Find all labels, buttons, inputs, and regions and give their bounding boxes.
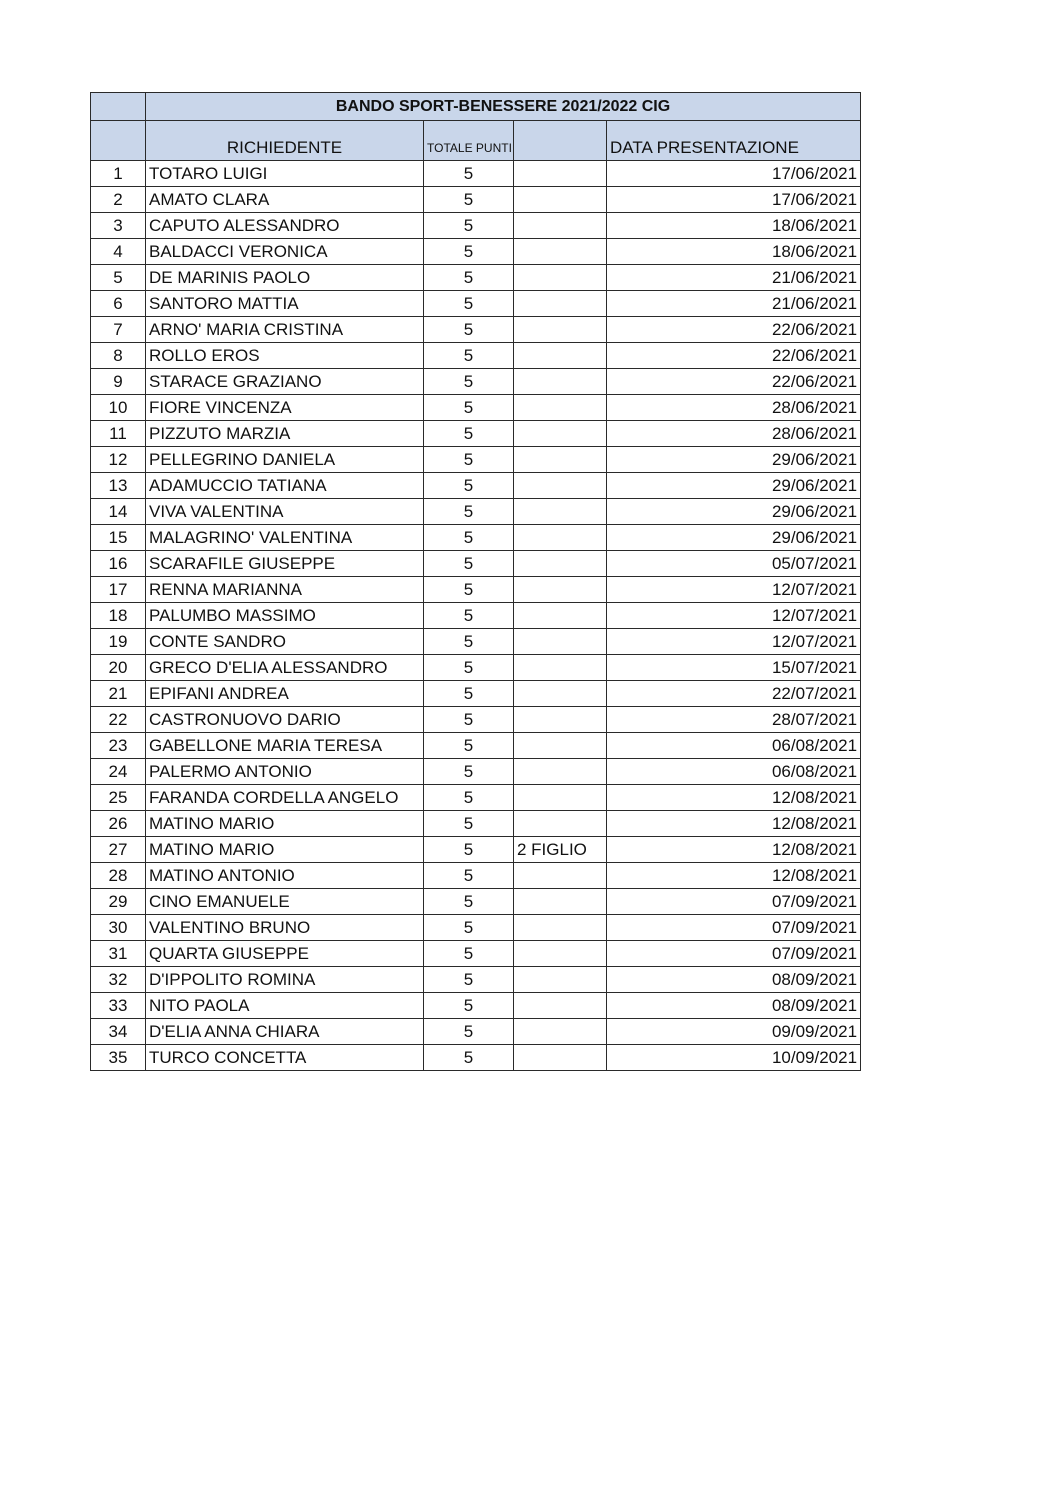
note-cell	[514, 915, 607, 941]
submission-date: 18/06/2021	[607, 213, 861, 239]
submission-date: 07/09/2021	[607, 915, 861, 941]
submission-date: 07/09/2021	[607, 889, 861, 915]
note-cell	[514, 447, 607, 473]
row-number: 31	[91, 941, 146, 967]
submission-date: 29/06/2021	[607, 473, 861, 499]
submission-date: 18/06/2021	[607, 239, 861, 265]
applicant-name: BALDACCI VERONICA	[146, 239, 424, 265]
total-points: 5	[424, 655, 514, 681]
note-cell: 2 FIGLIO	[514, 837, 607, 863]
total-points: 5	[424, 993, 514, 1019]
table-row	[91, 473, 861, 499]
table-row	[91, 187, 861, 213]
table-row	[91, 759, 861, 785]
submission-date: 22/06/2021	[607, 317, 861, 343]
corner-cell	[91, 93, 146, 121]
total-points: 5	[424, 733, 514, 759]
row-number: 21	[91, 681, 146, 707]
applicant-name: MATINO MARIO	[146, 837, 424, 863]
applicant-name: D'IPPOLITO ROMINA	[146, 967, 424, 993]
table-row	[91, 811, 861, 837]
applicant-name: NITO PAOLA	[146, 993, 424, 1019]
total-points: 5	[424, 395, 514, 421]
submission-date: 21/06/2021	[607, 291, 861, 317]
submission-date: 22/06/2021	[607, 369, 861, 395]
table-row	[91, 421, 861, 447]
total-points: 5	[424, 291, 514, 317]
row-number: 33	[91, 993, 146, 1019]
applicant-name: SCARAFILE GIUSEPPE	[146, 551, 424, 577]
row-number: 6	[91, 291, 146, 317]
table-row	[91, 837, 861, 863]
table-row	[91, 291, 861, 317]
total-points: 5	[424, 811, 514, 837]
submission-date: 12/08/2021	[607, 863, 861, 889]
submission-date: 28/06/2021	[607, 395, 861, 421]
applicant-name: ARNO' MARIA CRISTINA	[146, 317, 424, 343]
total-points: 5	[424, 915, 514, 941]
applicant-name: TOTARO LUIGI	[146, 161, 424, 187]
submission-date: 28/06/2021	[607, 421, 861, 447]
table-row	[91, 499, 861, 525]
note-cell	[514, 629, 607, 655]
table-row	[91, 577, 861, 603]
table-row	[91, 941, 861, 967]
submission-date: 10/09/2021	[607, 1045, 861, 1071]
table-row	[91, 239, 861, 265]
table-row	[91, 863, 861, 889]
total-points: 5	[424, 681, 514, 707]
header-richiedente: RICHIEDENTE	[146, 121, 424, 161]
row-number: 18	[91, 603, 146, 629]
submission-date: 12/07/2021	[607, 577, 861, 603]
applicant-name: GABELLONE MARIA TERESA	[146, 733, 424, 759]
total-points: 5	[424, 525, 514, 551]
applicant-name: AMATO CLARA	[146, 187, 424, 213]
total-points: 5	[424, 343, 514, 369]
table-row	[91, 629, 861, 655]
applicant-name: RENNA MARIANNA	[146, 577, 424, 603]
applicant-name: CAPUTO ALESSANDRO	[146, 213, 424, 239]
note-cell	[514, 239, 607, 265]
table-row	[91, 369, 861, 395]
applicant-name: PALUMBO MASSIMO	[146, 603, 424, 629]
row-number: 34	[91, 1019, 146, 1045]
total-points: 5	[424, 707, 514, 733]
note-cell	[514, 499, 607, 525]
row-number: 5	[91, 265, 146, 291]
note-cell	[514, 863, 607, 889]
note-cell	[514, 161, 607, 187]
total-points: 5	[424, 369, 514, 395]
submission-date: 22/06/2021	[607, 343, 861, 369]
row-number: 2	[91, 187, 146, 213]
applicant-name: PALERMO ANTONIO	[146, 759, 424, 785]
total-points: 5	[424, 187, 514, 213]
submission-date: 12/08/2021	[607, 811, 861, 837]
table-title: BANDO SPORT-BENESSERE 2021/2022 CIG	[146, 93, 861, 121]
header-data-presentazione: DATA PRESENTAZIONE	[607, 121, 861, 161]
applicant-name: TURCO CONCETTA	[146, 1045, 424, 1071]
note-cell	[514, 525, 607, 551]
submission-date: 12/07/2021	[607, 603, 861, 629]
applicant-name: FIORE VINCENZA	[146, 395, 424, 421]
applicants-table	[90, 92, 861, 1071]
applicant-name: STARACE GRAZIANO	[146, 369, 424, 395]
row-number: 27	[91, 837, 146, 863]
note-cell	[514, 811, 607, 837]
row-number: 22	[91, 707, 146, 733]
submission-date: 29/06/2021	[607, 525, 861, 551]
row-number: 30	[91, 915, 146, 941]
note-cell	[514, 681, 607, 707]
applicant-name: PELLEGRINO DANIELA	[146, 447, 424, 473]
header-row	[91, 121, 861, 161]
row-number: 35	[91, 1045, 146, 1071]
table-row	[91, 551, 861, 577]
applicant-name: EPIFANI ANDREA	[146, 681, 424, 707]
table-row	[91, 603, 861, 629]
applicant-name: MALAGRINO' VALENTINA	[146, 525, 424, 551]
total-points: 5	[424, 863, 514, 889]
submission-date: 22/07/2021	[607, 681, 861, 707]
table-row	[91, 1045, 861, 1071]
submission-date: 21/06/2021	[607, 265, 861, 291]
table-row	[91, 317, 861, 343]
row-number: 25	[91, 785, 146, 811]
table-row	[91, 785, 861, 811]
note-cell	[514, 889, 607, 915]
note-cell	[514, 993, 607, 1019]
note-cell	[514, 941, 607, 967]
applicant-name: VALENTINO BRUNO	[146, 915, 424, 941]
total-points: 5	[424, 421, 514, 447]
submission-date: 17/06/2021	[607, 161, 861, 187]
note-cell	[514, 421, 607, 447]
total-points: 5	[424, 889, 514, 915]
note-cell	[514, 265, 607, 291]
header-note	[514, 121, 607, 161]
total-points: 5	[424, 551, 514, 577]
total-points: 5	[424, 629, 514, 655]
row-number: 32	[91, 967, 146, 993]
row-number: 23	[91, 733, 146, 759]
table-row	[91, 915, 861, 941]
applicant-name: GRECO D'ELIA ALESSANDRO	[146, 655, 424, 681]
note-cell	[514, 655, 607, 681]
note-cell	[514, 785, 607, 811]
table-row	[91, 343, 861, 369]
table-row	[91, 161, 861, 187]
submission-date: 05/07/2021	[607, 551, 861, 577]
applicant-name: DE MARINIS PAOLO	[146, 265, 424, 291]
table-row	[91, 655, 861, 681]
row-number: 29	[91, 889, 146, 915]
row-number: 19	[91, 629, 146, 655]
header-totale-punti: TOTALE PUNTI	[424, 121, 514, 161]
submission-date: 29/06/2021	[607, 499, 861, 525]
row-number: 7	[91, 317, 146, 343]
row-number: 26	[91, 811, 146, 837]
note-cell	[514, 603, 607, 629]
table-row	[91, 993, 861, 1019]
applicant-name: QUARTA GIUSEPPE	[146, 941, 424, 967]
applicant-name: SANTORO MATTIA	[146, 291, 424, 317]
row-number: 20	[91, 655, 146, 681]
total-points: 5	[424, 239, 514, 265]
total-points: 5	[424, 473, 514, 499]
row-number: 14	[91, 499, 146, 525]
total-points: 5	[424, 1019, 514, 1045]
note-cell	[514, 759, 607, 785]
header-num	[91, 121, 146, 161]
note-cell	[514, 213, 607, 239]
title-row	[91, 93, 861, 121]
row-number: 15	[91, 525, 146, 551]
table-row	[91, 265, 861, 291]
submission-date: 08/09/2021	[607, 993, 861, 1019]
applicant-name: ROLLO EROS	[146, 343, 424, 369]
table-row	[91, 733, 861, 759]
submission-date: 12/08/2021	[607, 837, 861, 863]
total-points: 5	[424, 759, 514, 785]
table-row	[91, 681, 861, 707]
row-number: 3	[91, 213, 146, 239]
row-number: 8	[91, 343, 146, 369]
table-row	[91, 525, 861, 551]
note-cell	[514, 395, 607, 421]
note-cell	[514, 473, 607, 499]
note-cell	[514, 577, 607, 603]
applicant-name: FARANDA CORDELLA ANGELO	[146, 785, 424, 811]
total-points: 5	[424, 317, 514, 343]
table-row	[91, 707, 861, 733]
submission-date: 12/08/2021	[607, 785, 861, 811]
total-points: 5	[424, 1045, 514, 1071]
submission-date: 08/09/2021	[607, 967, 861, 993]
submission-date: 29/06/2021	[607, 447, 861, 473]
total-points: 5	[424, 161, 514, 187]
row-number: 1	[91, 161, 146, 187]
note-cell	[514, 369, 607, 395]
row-number: 17	[91, 577, 146, 603]
total-points: 5	[424, 499, 514, 525]
row-number: 12	[91, 447, 146, 473]
total-points: 5	[424, 941, 514, 967]
total-points: 5	[424, 447, 514, 473]
applicant-name: PIZZUTO MARZIA	[146, 421, 424, 447]
table-row	[91, 889, 861, 915]
table-row	[91, 395, 861, 421]
note-cell	[514, 967, 607, 993]
row-number: 24	[91, 759, 146, 785]
row-number: 4	[91, 239, 146, 265]
applicant-name: MATINO MARIO	[146, 811, 424, 837]
row-number: 28	[91, 863, 146, 889]
submission-date: 06/08/2021	[607, 759, 861, 785]
submission-date: 12/07/2021	[607, 629, 861, 655]
submission-date: 17/06/2021	[607, 187, 861, 213]
applicant-name: VIVA VALENTINA	[146, 499, 424, 525]
note-cell	[514, 317, 607, 343]
applicant-name: CASTRONUOVO DARIO	[146, 707, 424, 733]
table-row	[91, 447, 861, 473]
applicant-name: D'ELIA ANNA CHIARA	[146, 1019, 424, 1045]
row-number: 16	[91, 551, 146, 577]
row-number: 10	[91, 395, 146, 421]
note-cell	[514, 551, 607, 577]
note-cell	[514, 1045, 607, 1071]
row-number: 9	[91, 369, 146, 395]
table-row	[91, 967, 861, 993]
table-row	[91, 1019, 861, 1045]
note-cell	[514, 343, 607, 369]
submission-date: 09/09/2021	[607, 1019, 861, 1045]
applicant-name: ADAMUCCIO TATIANA	[146, 473, 424, 499]
table-row	[91, 213, 861, 239]
note-cell	[514, 1019, 607, 1045]
submission-date: 06/08/2021	[607, 733, 861, 759]
submission-date: 28/07/2021	[607, 707, 861, 733]
total-points: 5	[424, 837, 514, 863]
submission-date: 15/07/2021	[607, 655, 861, 681]
total-points: 5	[424, 577, 514, 603]
note-cell	[514, 707, 607, 733]
note-cell	[514, 291, 607, 317]
total-points: 5	[424, 967, 514, 993]
applicant-name: CONTE SANDRO	[146, 629, 424, 655]
note-cell	[514, 733, 607, 759]
submission-date: 07/09/2021	[607, 941, 861, 967]
total-points: 5	[424, 213, 514, 239]
total-points: 5	[424, 265, 514, 291]
total-points: 5	[424, 603, 514, 629]
applicant-name: CINO EMANUELE	[146, 889, 424, 915]
note-cell	[514, 187, 607, 213]
row-number: 11	[91, 421, 146, 447]
applicant-name: MATINO ANTONIO	[146, 863, 424, 889]
row-number: 13	[91, 473, 146, 499]
total-points: 5	[424, 785, 514, 811]
